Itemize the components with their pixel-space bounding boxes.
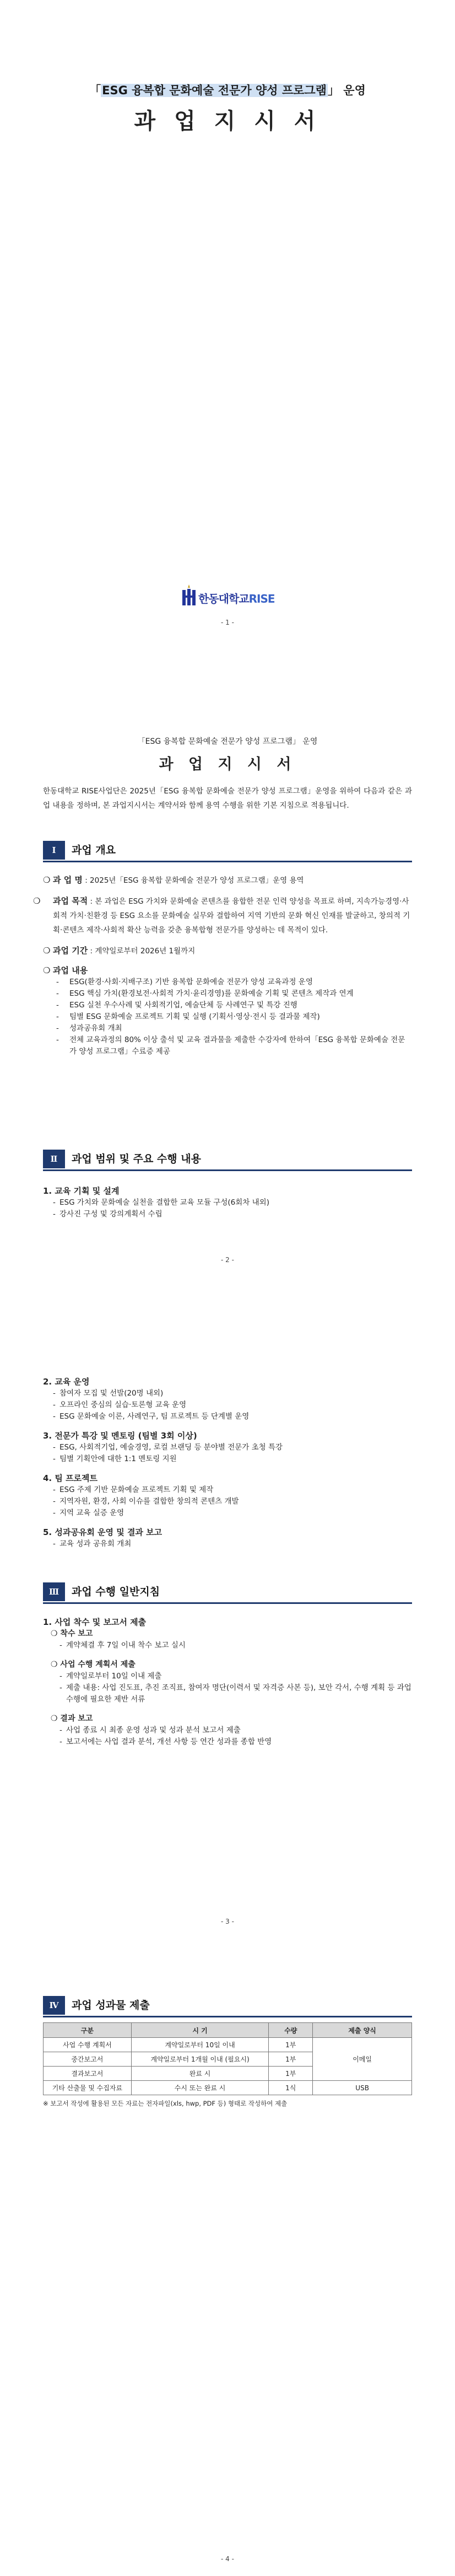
list-item: - 지역 교육 실증 운영 — [53, 1509, 124, 1517]
table-cell-format-usb: USB — [313, 2081, 412, 2095]
section-title: 과업 성과물 제출 — [72, 1999, 150, 2011]
list-item-text: 지역자원, 환경, 사회 이슈를 결합한 창의적 콘텐츠 개발 — [59, 1497, 239, 1506]
section-number: Ⅰ — [43, 841, 65, 860]
list-item-text: 사업 종료 시 최종 운영 성과 및 성과 분석 보고서 제출 — [66, 1726, 241, 1735]
section-header-3 — [43, 1582, 412, 1601]
list-item-text: 제출 내용: 사업 진도표, 추진 조직표, 참여자 명단(이력서 및 자격증 사본 등), 보안 각서, 수행 계획 등 과업 수행에 필요한 제반 서류 — [66, 1683, 411, 1704]
table-cell-format-email: 이메일 — [313, 2038, 412, 2081]
list-item-text: 계약일로부터 10일 이내 제출 — [66, 1672, 162, 1681]
section-header-4 — [43, 1996, 412, 2015]
university-logo — [181, 583, 274, 609]
scope-block-1 — [43, 1185, 412, 1220]
logo-text-korean: 한동대학교 — [198, 592, 249, 605]
page-number: - 3 - — [221, 1918, 234, 1925]
table-cell: 1부 — [269, 2067, 313, 2081]
list-item: - 참여자 모집 및 선발(20명 내외) — [53, 1389, 164, 1398]
list-item: - 성과공유회 개최 — [56, 1024, 122, 1033]
list-item: - ESG 핵심 가치(환경보전·사회적 가치·윤리경영)를 문화예술 기획 및 콘텐츠 제작과 연계 — [56, 989, 354, 998]
list-item: - 교육 성과 공유회 개최 — [53, 1539, 132, 1548]
guide-subheading-result: ❍ 결과 보고 — [51, 1714, 93, 1723]
list-item-text: 보고서에는 사업 결과 분석, 개선 사항 등 연간 성과를 종합 반영 — [66, 1737, 272, 1746]
list-item: - 전체 교육과정의 80% 이상 출석 및 교육 결과물을 제출한 수강자에 한하여「ESG 융복합 문화예술 전문가 양성 프로그램」수료증 제공 — [56, 1035, 405, 1056]
cover-subtitle-program: ESG 융복합 문화예술 전문가 양성 프로그램 — [102, 84, 327, 97]
guide-subheading-plan: ❍ 사업 수행 계획서 제출 — [51, 1660, 136, 1669]
list-item: - ESG 주제 기반 문화예술 프로젝트 기획 및 제작 — [53, 1485, 214, 1494]
list-item: - ESG(환경·사회·지배구조) 기반 융복합 문화예술 전문가 양성 교육과정 운영 — [56, 978, 313, 986]
list-item: - ESG 실천 우수사례 및 사회적기업, 예술단체 등 사례연구 및 특강 진행 — [56, 1001, 297, 1010]
cover-page — [0, 0, 455, 644]
table-cell: 1부 — [269, 2038, 313, 2052]
circle-bullet-icon: ❍ — [43, 875, 51, 885]
list-item-text: 지역 교육 실증 운영 — [59, 1509, 124, 1517]
overview-block — [33, 874, 412, 1058]
section-divider — [43, 2016, 412, 2017]
circle-bullet-icon: ❍ — [43, 965, 51, 975]
cover-title-block — [0, 82, 455, 135]
list-item-text: ESG 실천 우수사례 및 사회적기업, 예술단체 등 사례연구 및 특강 진행 — [69, 1001, 297, 1010]
page-number: - 2 - — [221, 1256, 234, 1264]
list-item: - 팀별 ESG 문화예술 프로젝트 기획 및 실행 (기획서·영상·전시 등 결과물 제작) — [56, 1012, 320, 1021]
list-item-text: ESG 문화예술 이론, 사례연구, 팀 프로젝트 등 단계별 운영 — [59, 1412, 250, 1421]
scope-heading-4: 4. 팀 프로젝트 — [43, 1473, 98, 1483]
quote-open: 「 — [89, 84, 101, 97]
list-item-text: 팀별 ESG 문화예술 프로젝트 기획 및 실행 (기획서·영상·전시 등 결과물 제작) — [69, 1012, 320, 1021]
list-item: - 오프라인 중심의 실습·토론형 교육 운영 — [53, 1400, 187, 1409]
deliverables-table — [43, 2022, 412, 2095]
table-row — [44, 2081, 412, 2095]
table-cell: 사업 수행 계획서 — [44, 2038, 132, 2052]
list-item-text: ESG 핵심 가치(환경보전·사회적 가치·윤리경영)를 문화예술 기획 및 콘텐츠 제작과 연계 — [69, 989, 354, 998]
section-divider — [43, 1169, 412, 1171]
table-cell: 중간보고서 — [44, 2052, 132, 2067]
list-item: - ESG 가치와 문화예술 실천을 결합한 교육 모듈 구성(6회차 내외) — [53, 1198, 269, 1207]
list-item: - 계약일로부터 10일 이내 제출 — [59, 1672, 162, 1681]
university-emblem-icon — [181, 583, 197, 608]
section-number: Ⅱ — [43, 1150, 65, 1168]
guide-block — [43, 1617, 412, 1748]
section-title: 과업 범위 및 주요 수행 내용 — [72, 1153, 201, 1165]
section-header-1 — [43, 841, 412, 860]
table-header: 수량 — [269, 2023, 313, 2038]
list-item-text: 오프라인 중심의 실습·토론형 교육 운영 — [59, 1400, 187, 1409]
logo-text-rise: RISE — [248, 592, 275, 605]
section-header-2 — [43, 1150, 412, 1168]
overview-name — [43, 874, 412, 887]
table-footnote: ※ 보고서 작성에 활용된 모든 자료는 전자파일(xls, hwp, PDF 등) 형태로 작성하여 제출 — [43, 2100, 288, 2107]
list-item: - 강사진 구성 및 강의계획서 수립 — [53, 1210, 162, 1219]
list-item-text: 강사진 구성 및 강의계획서 수립 — [59, 1210, 162, 1219]
list-item-text: 계약체결 후 7일 이내 착수 보고 실시 — [66, 1641, 186, 1650]
table-row — [44, 2038, 412, 2052]
doc-subtitle: 「ESG 융복합 문화예술 전문가 양성 프로그램」 운영 — [137, 737, 318, 746]
list-item: - 보고서에는 사업 결과 분석, 개선 사항 등 연간 성과를 종합 반영 — [59, 1737, 272, 1746]
table-cell: 기타 산출물 및 수집자료 — [44, 2081, 132, 2095]
overview-purpose-label: 과업 목적 — [53, 896, 88, 906]
section-divider — [43, 1602, 412, 1604]
page-number: - 1 - — [221, 619, 234, 626]
circle-bullet-icon: ❍ — [43, 946, 51, 956]
section-divider — [43, 861, 412, 862]
guide-heading-1: 1. 사업 착수 및 보고서 제출 — [43, 1617, 147, 1627]
scope-block-2 — [43, 1376, 412, 1550]
list-item-text: 참여자 모집 및 선발(20명 내외) — [59, 1389, 164, 1398]
overview-period — [43, 945, 412, 957]
table-cell: 계약일로부터 1개월 이내 (필요시) — [131, 2052, 269, 2067]
list-item-text: ESG 주제 기반 문화예술 프로젝트 기획 및 제작 — [59, 1485, 214, 1494]
list-item: - 사업 종료 시 최종 운영 성과 및 성과 분석 보고서 제출 — [59, 1726, 241, 1735]
table-cell: 결과보고서 — [44, 2067, 132, 2081]
section-title: 과업 개요 — [72, 844, 116, 856]
scope-heading-5: 5. 성과공유회 운영 및 결과 보고 — [43, 1527, 162, 1537]
overview-purpose-value: : 본 과업은 ESG 가치와 문화예술 콘텐츠를 융합한 전문 인력 양성을 목표로 하며, 지속가능경영·사회적 가치·친환경 등 ESG 요소를 문화예술 실무와 결합하여 지역 기반의 문화 혁신 인재를 발굴하고, 창의적 기획·콘텐츠 제작·사회적 확산 능력을 갖춘 융복합형 전문가를 양성하는 데 목적이 있다. — [53, 897, 410, 935]
list-item: - 계약체결 후 7일 이내 착수 보고 실시 — [59, 1641, 186, 1650]
overview-period-value: : 계약일로부터 2026년 1월까지 — [88, 947, 196, 956]
table-cell: 계약일로부터 10일 이내 — [131, 2038, 269, 2052]
overview-period-label: 과업 기간 — [53, 946, 88, 956]
quote-close: 」 운영 — [327, 84, 366, 97]
circle-bullet-icon: ❍ — [33, 896, 41, 906]
list-item-text: 팀별 기획안에 대한 1:1 멘토링 지원 — [59, 1455, 177, 1463]
overview-name-value: : 2025년「ESG 융복합 문화예술 전문가 양성 프로그램」운영 용역 — [82, 876, 304, 885]
table-header-row — [44, 2023, 412, 2038]
section-number: Ⅳ — [43, 1996, 65, 2015]
scope-heading-1: 1. 교육 기획 및 설계 — [43, 1186, 120, 1196]
list-item: - 팀별 기획안에 대한 1:1 멘토링 지원 — [53, 1455, 177, 1463]
table-header: 구분 — [44, 2023, 132, 2038]
cover-subtitle — [0, 82, 455, 98]
doc-title: 과 업 지 시 서 — [159, 756, 296, 773]
intro-paragraph: 한동대학교 RISE사업단은 2025년「ESG 융복합 문화예술 전문가 양성 프로그램」운영을 위하여 다음과 같은 과업 내용을 정하며, 본 과업지시서는 계약서와 함께 용역 수행을 위한 기본 지침으로 적용됩니다. — [43, 787, 412, 810]
list-item-text: 교육 성과 공유회 개최 — [59, 1539, 132, 1548]
overview-name-label: 과 업 명 — [53, 875, 83, 885]
table-cell: 수시 또는 완료 시 — [131, 2081, 269, 2095]
table-header: 시 기 — [131, 2023, 269, 2038]
overview-content — [43, 965, 412, 976]
overview-content-list — [43, 976, 412, 1058]
section-number: Ⅲ — [43, 1582, 65, 1601]
list-item: - 지역자원, 환경, 사회 이슈를 결합한 창의적 콘텐츠 개발 — [53, 1497, 239, 1506]
list-item-text: 성과공유회 개최 — [69, 1024, 122, 1033]
list-item: - ESG 문화예술 이론, 사례연구, 팀 프로젝트 등 단계별 운영 — [53, 1412, 250, 1421]
list-item-text: 전체 교육과정의 80% 이상 출석 및 교육 결과물을 제출한 수강자에 한하여「ESG 융복합 문화예술 전문가 양성 프로그램」수료증 제공 — [69, 1035, 405, 1056]
table-cell: 완료 시 — [131, 2067, 269, 2081]
table-header: 제출 양식 — [313, 2023, 412, 2038]
table-cell: 1식 — [269, 2081, 313, 2095]
overview-purpose — [33, 894, 412, 937]
table-cell: 1부 — [269, 2052, 313, 2067]
list-item-text: ESG 가치와 문화예술 실천을 결합한 교육 모듈 구성(6회차 내외) — [59, 1198, 269, 1207]
cover-main-title: 과 업 지 시 서 — [134, 109, 321, 134]
scope-heading-3: 3. 전문가 특강 및 멘토링 (팀별 3회 이상) — [43, 1431, 197, 1441]
list-item: - 제출 내용: 사업 진도표, 추진 조직표, 참여자 명단(이력서 및 자격증 사본 등), 보안 각서, 수행 계획 등 과업 수행에 필요한 제반 서류 — [59, 1683, 411, 1704]
guide-subheading-start: ❍ 착수 보고 — [51, 1629, 93, 1638]
page-number: - 4 - — [221, 2555, 234, 2563]
list-item: - ESG, 사회적기업, 예술경영, 로컬 브랜딩 등 분야별 전문가 초청 특강 — [53, 1443, 283, 1452]
list-item-text: ESG(환경·사회·지배구조) 기반 융복합 문화예술 전문가 양성 교육과정 운영 — [69, 978, 313, 986]
scope-heading-2: 2. 교육 운영 — [43, 1377, 90, 1387]
overview-content-label: 과업 내용 — [53, 965, 88, 975]
university-logo-text — [198, 590, 275, 606]
section-title: 과업 수행 일반지침 — [72, 1586, 160, 1598]
list-item-text: ESG, 사회적기업, 예술경영, 로컬 브랜딩 등 분야별 전문가 초청 특강 — [59, 1443, 283, 1452]
